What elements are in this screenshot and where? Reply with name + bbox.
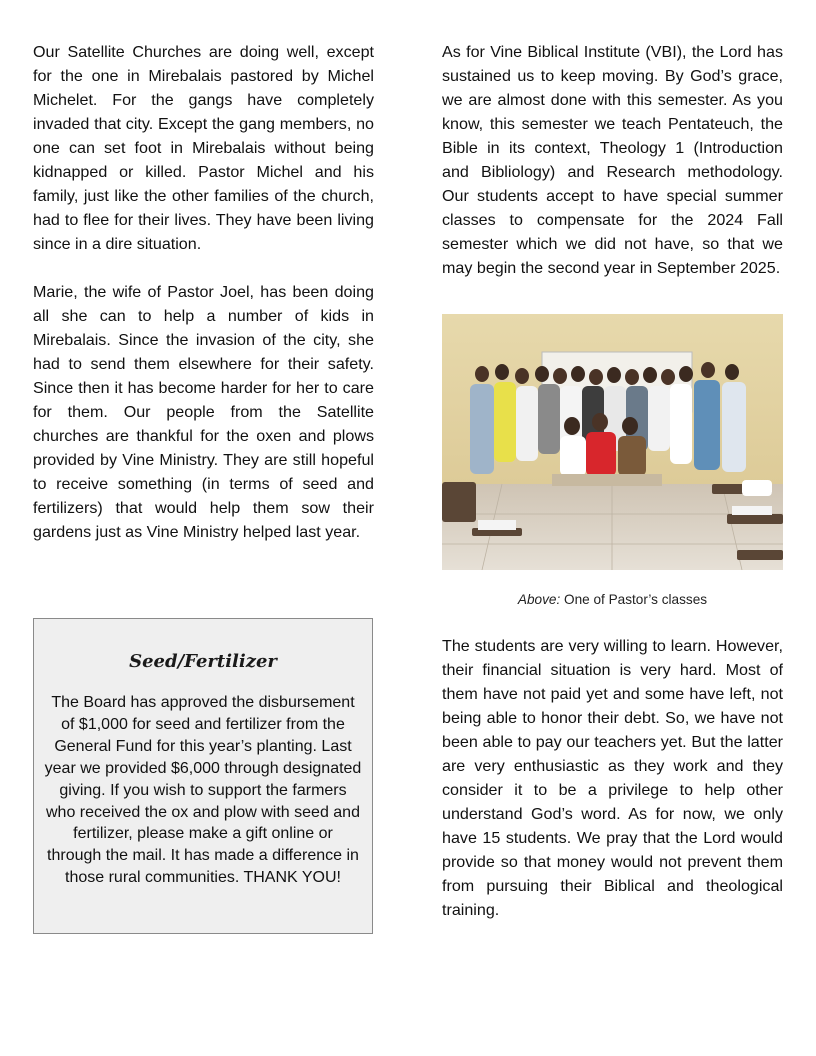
caption-text: One of Pastor’s classes <box>560 592 708 607</box>
satellite-churches-paragraph: Our Satellite Churches are doing well, except for the one in Mirebalais pastored by Michel Michelet. For the gangs have completely invaded that city. Except the gang members, no one can set foot in Mirebalais without being kidnapped or killed. Pastor Michel and his family, just like the other families of the church, had to flee for their lives. They have been living since in a dire situation. <box>33 43 374 253</box>
class-group-photo <box>442 314 783 570</box>
callout-text: The Board has approved the disbursement of $1,000 for seed and fertilizer from the General Fund for this year’s planting. Last year we provided $6,000 through designated giving. If you wish to support the farmers who received the ox and plow with seed and fertilizer, please make a gift online or through the mail. It has made a difference in those rural communities. THANK YOU! <box>44 694 362 887</box>
caption-label: Above: <box>517 592 561 607</box>
callout-title: Seed/Fertilizer <box>129 651 277 672</box>
marie-paragraph: Marie, the wife of Pastor Joel, has been doing all she can to help a number of kids in Mirebalais. Since the invasion of the city, she had to send them elsewhere for their safety. Since then it has become harder for her to care for them. Our people from the Satellite churches are thankful for the oxen and plows provided by Vine Ministry. They are still hopeful to receive something (in terms of seed and fertilizers) that would help them sow their gardens just as Vine Ministry helped last year. <box>33 283 374 541</box>
right-column-lower <box>442 634 783 922</box>
seed-fertilizer-callout <box>33 618 373 934</box>
photo-caption <box>442 592 783 608</box>
right-column <box>442 40 783 280</box>
class-photo-illustration <box>442 314 783 570</box>
vbi-paragraph: As for Vine Biblical Institute (VBI), the Lord has sustained us to keep moving. By God’s grace, we are almost done with this semester. As you know, this semester we teach Pentateuch, the Bible in its context, Theology 1 (Introduction and Bibliology) and Research methodology. Our students accept to have special summer classes to compensate for the 2024 Fall semester which we did not have, so that we may begin the second year in September 2025. <box>442 43 783 277</box>
students-paragraph: The students are very willing to learn. However, their financial situation is very hard. Most of them have not paid yet and some have left, not being able to honor their debt. So, we have not been able to pay our teachers yet. But the latter are very enthusiastic as they work and they consider it to be a privilege to help other understand God’s word. As for now, we only have 15 students. We pray that the Lord would provide so that money would not prevent them from pursuing their Biblical and theological training. <box>442 637 783 919</box>
left-column <box>33 40 374 544</box>
